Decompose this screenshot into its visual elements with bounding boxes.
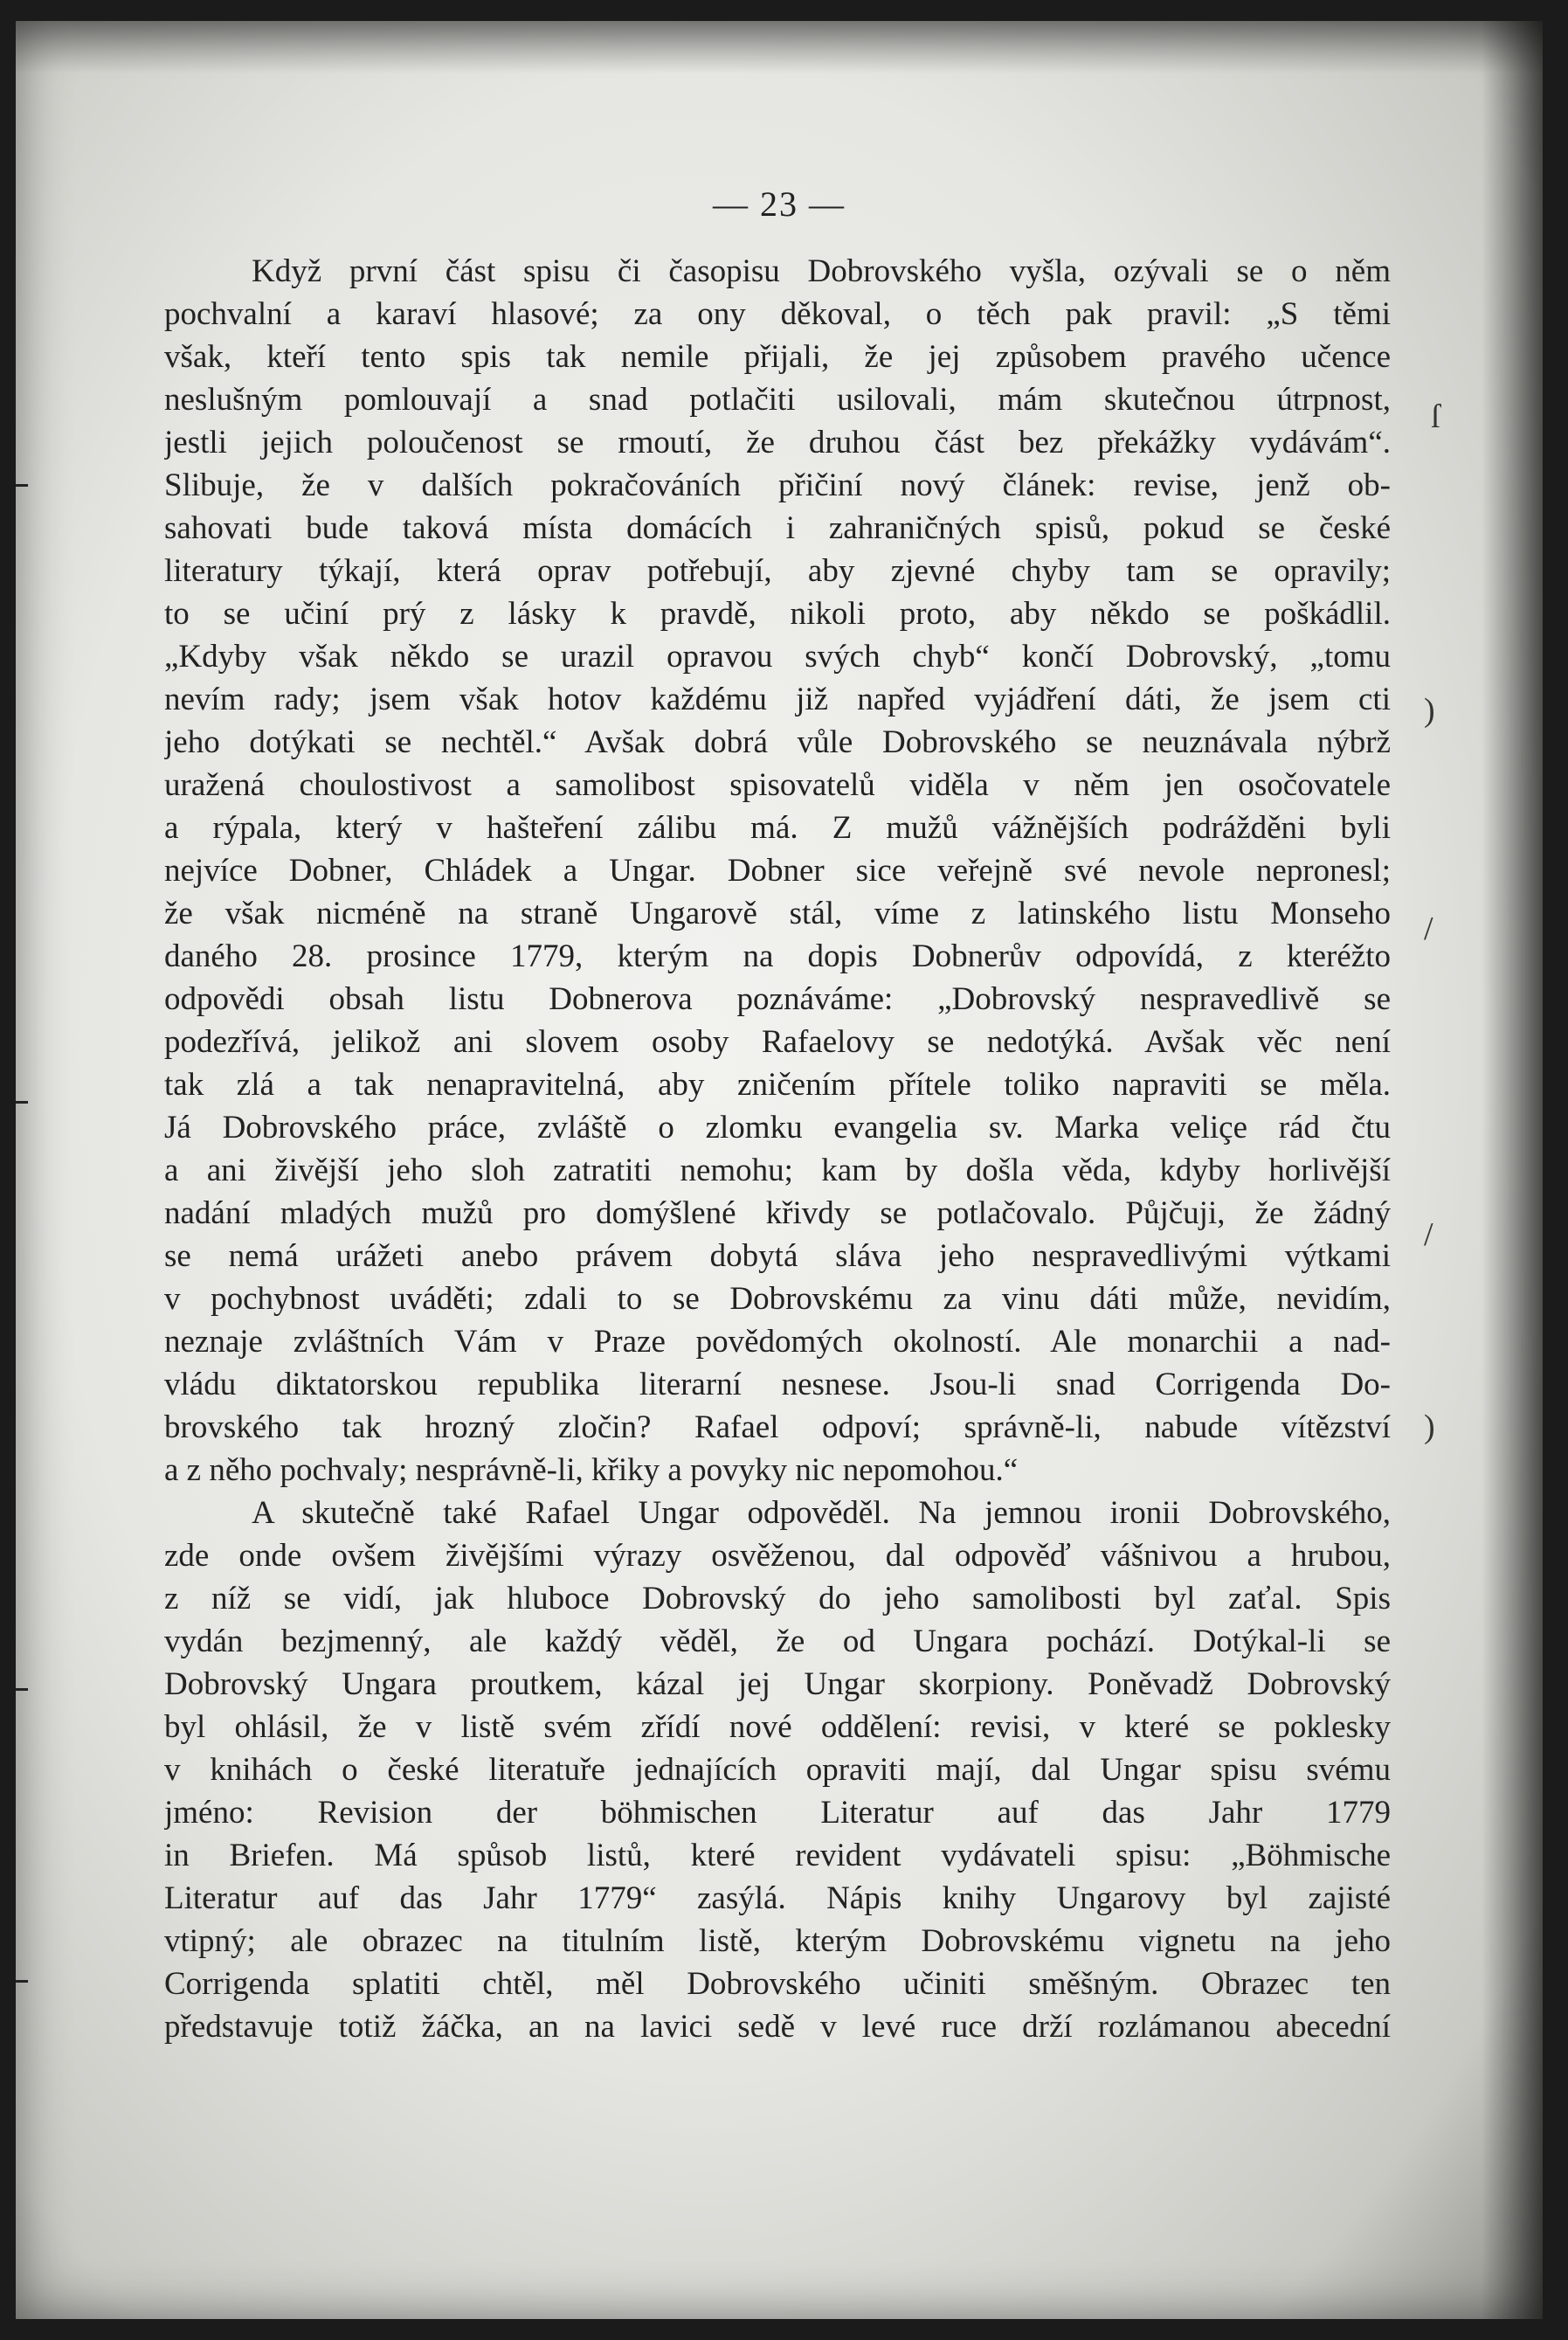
- text-line: vydán bezjmenný, ale každý věděl, že od Ungara pochází. Dotýkal-li se: [164, 1623, 1391, 1659]
- margin-tick: [16, 484, 28, 487]
- margin-mark: /: [1424, 1216, 1433, 1253]
- text-line: tak zlá a tak nenapravitelná, aby zničením přítele toliko napraviti se měla.: [164, 1067, 1391, 1103]
- text-line: in Briefen. Má spůsob listů, které revident vydávateli spisu: „Böhmische: [164, 1838, 1391, 1873]
- text-line: to se učiní prý z lásky k pravdě, nikoli proto, aby někdo se poškádlil.: [164, 596, 1391, 632]
- text-line: zde onde ovšem živějšími výrazy osvěženou, dal odpověď vášnivou a hrubou,: [164, 1538, 1391, 1574]
- text-line: Já Dobrovského práce, zvláště o zlomku evangelia sv. Marka veliçe rád čtu: [164, 1110, 1391, 1146]
- text-line: Corrigenda splatiti chtěl, měl Dobrovského učiniti směšným. Obrazec ten: [164, 1966, 1391, 2002]
- text-line: Když první část spisu či časopisu Dobrovského vyšla, ozývali se o něm: [252, 253, 1391, 289]
- body-text: [164, 250, 1391, 2048]
- text-line: z níž se vidí, jak hluboce Dobrovský do jeho samolibosti byl zaťal. Spis: [164, 1581, 1391, 1617]
- text-line: nadání mladých mužů pro domýšlené křivdy se potlačovalo. Půjčuji, že žádný: [164, 1195, 1391, 1231]
- text-line: neznaje zvláštních Vám v Praze povědomých okolností. Ale monarchii a nad-: [164, 1324, 1391, 1360]
- text-line: a z něho pochvaly; nesprávně-li, křiky a povyky nic nepomohou.“: [164, 1452, 1019, 1488]
- text-line: vládu diktatorskou republika literarní nesnese. Jsou-li snad Corrigenda Do-: [164, 1367, 1391, 1402]
- text-line: nejvíce Dobner, Chládek a Ungar. Dobner sice veřejně své nevole nepronesl;: [164, 853, 1391, 889]
- text-line: nevím rady; jsem však hotov každému již napřed vyjádření dáti, že jsem cti: [164, 682, 1391, 717]
- margin-tick: [16, 1101, 28, 1104]
- text-line: a ani živější jeho sloh zatratiti nemohu; kam by došla věda, kdyby horlivější: [164, 1153, 1391, 1188]
- text-line: literatury týkají, která oprav potřebují, aby zjevné chyby tam se opravily;: [164, 553, 1391, 589]
- margin-mark: ): [1424, 1409, 1435, 1445]
- scanned-page: [16, 21, 1543, 2319]
- text-line: však, kteří tento spis tak nemile přijali, že jej způsobem pravého učence: [164, 339, 1391, 375]
- text-line: Literatur auf das Jahr 1779“ zasýlá. Nápis knihy Ungarovy byl zajisté: [164, 1880, 1391, 1916]
- page-number: — 23 —: [713, 184, 846, 224]
- text-line: představuje totiž žáčka, an na lavici sedě v levé ruce drží rozlámanou abecední: [164, 2009, 1391, 2045]
- text-line: a rýpala, který v hašteření zálibu má. Z mužů vážnějších podrážděni byli: [164, 810, 1391, 846]
- text-line: se nemá urážeti anebo právem dobytá sláva jeho nespravedlivými výtkami: [164, 1238, 1391, 1274]
- text-line: sahovati bude taková místa domácích i zahraničných spisů, pokud se české: [164, 510, 1391, 546]
- page-top-shadow: [16, 21, 1543, 73]
- text-line: Dobrovský Ungara proutkem, kázal jej Ungar skorpiony. Poněvadž Dobrovský: [164, 1666, 1391, 1702]
- margin-tick: [16, 1980, 28, 1983]
- text-line: A skutečně také Rafael Ungar odpověděl. Na jemnou ironii Dobrovského,: [252, 1495, 1391, 1531]
- text-line: daného 28. prosince 1779, kterým na dopis Dobnerův odpovídá, z kteréžto: [164, 938, 1391, 974]
- margin-tick: [16, 1688, 28, 1691]
- text-line: podezřívá, jelikož ani slovem osoby Rafaelovy se nedotýká. Avšak věc není: [164, 1024, 1391, 1060]
- text-line: jméno: Revision der böhmischen Literatur auf das Jahr 1779: [164, 1795, 1391, 1831]
- text-line: byl ohlásil, že v listě svém zřídí nové oddělení: revisi, v které se poklesky: [164, 1709, 1391, 1745]
- text-line: že však nicméně na straně Ungarově stál, víme z latinského listu Monseho: [164, 896, 1391, 931]
- text-line: „Kdyby však někdo se urazil opravou svých chyb“ končí Dobrovský, „tomu: [164, 639, 1391, 675]
- page-right-shadow: [1482, 21, 1543, 2319]
- text-line: v knihách o české literatuře jednajících opraviti mají, dal Ungar spisu svému: [164, 1752, 1391, 1788]
- text-line: neslušným pomlouvají a snad potlačiti usilovali, mám skutečnou útrpnost,: [164, 382, 1391, 418]
- text-line: uražená choulostivost a samolibost spisovatelů viděla v něm jen osočovatele: [164, 767, 1391, 803]
- text-line: jeho dotýkati se nechtěl.“ Avšak dobrá vůle Dobrovského se neuznávala nýbrž: [164, 724, 1391, 760]
- margin-mark: ): [1424, 692, 1435, 729]
- text-line: vtipný; ale obrazec na titulním listě, kterým Dobrovskému vignetu na jeho: [164, 1923, 1391, 1959]
- text-line: brovského tak hrozný zločin? Rafael odpoví; správně-li, nabude vítězství: [164, 1409, 1391, 1445]
- text-line: Slibuje, že v dalších pokračováních přičiní nový článek: revise, jenž ob-: [164, 467, 1391, 503]
- text-line: v pochybnost uváděti; zdali to se Dobrovskému za vinu dáti může, nevidím,: [164, 1281, 1391, 1317]
- text-line: pochvalní a karaví hlasové; za ony děkoval, o těch pak pravil: „S těmi: [164, 296, 1391, 332]
- margin-mark: /: [1424, 910, 1433, 947]
- text-line: jestli jejich poloučenost se rmoutí, že druhou část bez překážky vydávám“.: [164, 425, 1391, 460]
- margin-mark: ſ: [1431, 398, 1440, 435]
- text-line: odpovědi obsah listu Dobnerova poznáváme: „Dobrovský nespravedlivě se: [164, 981, 1391, 1017]
